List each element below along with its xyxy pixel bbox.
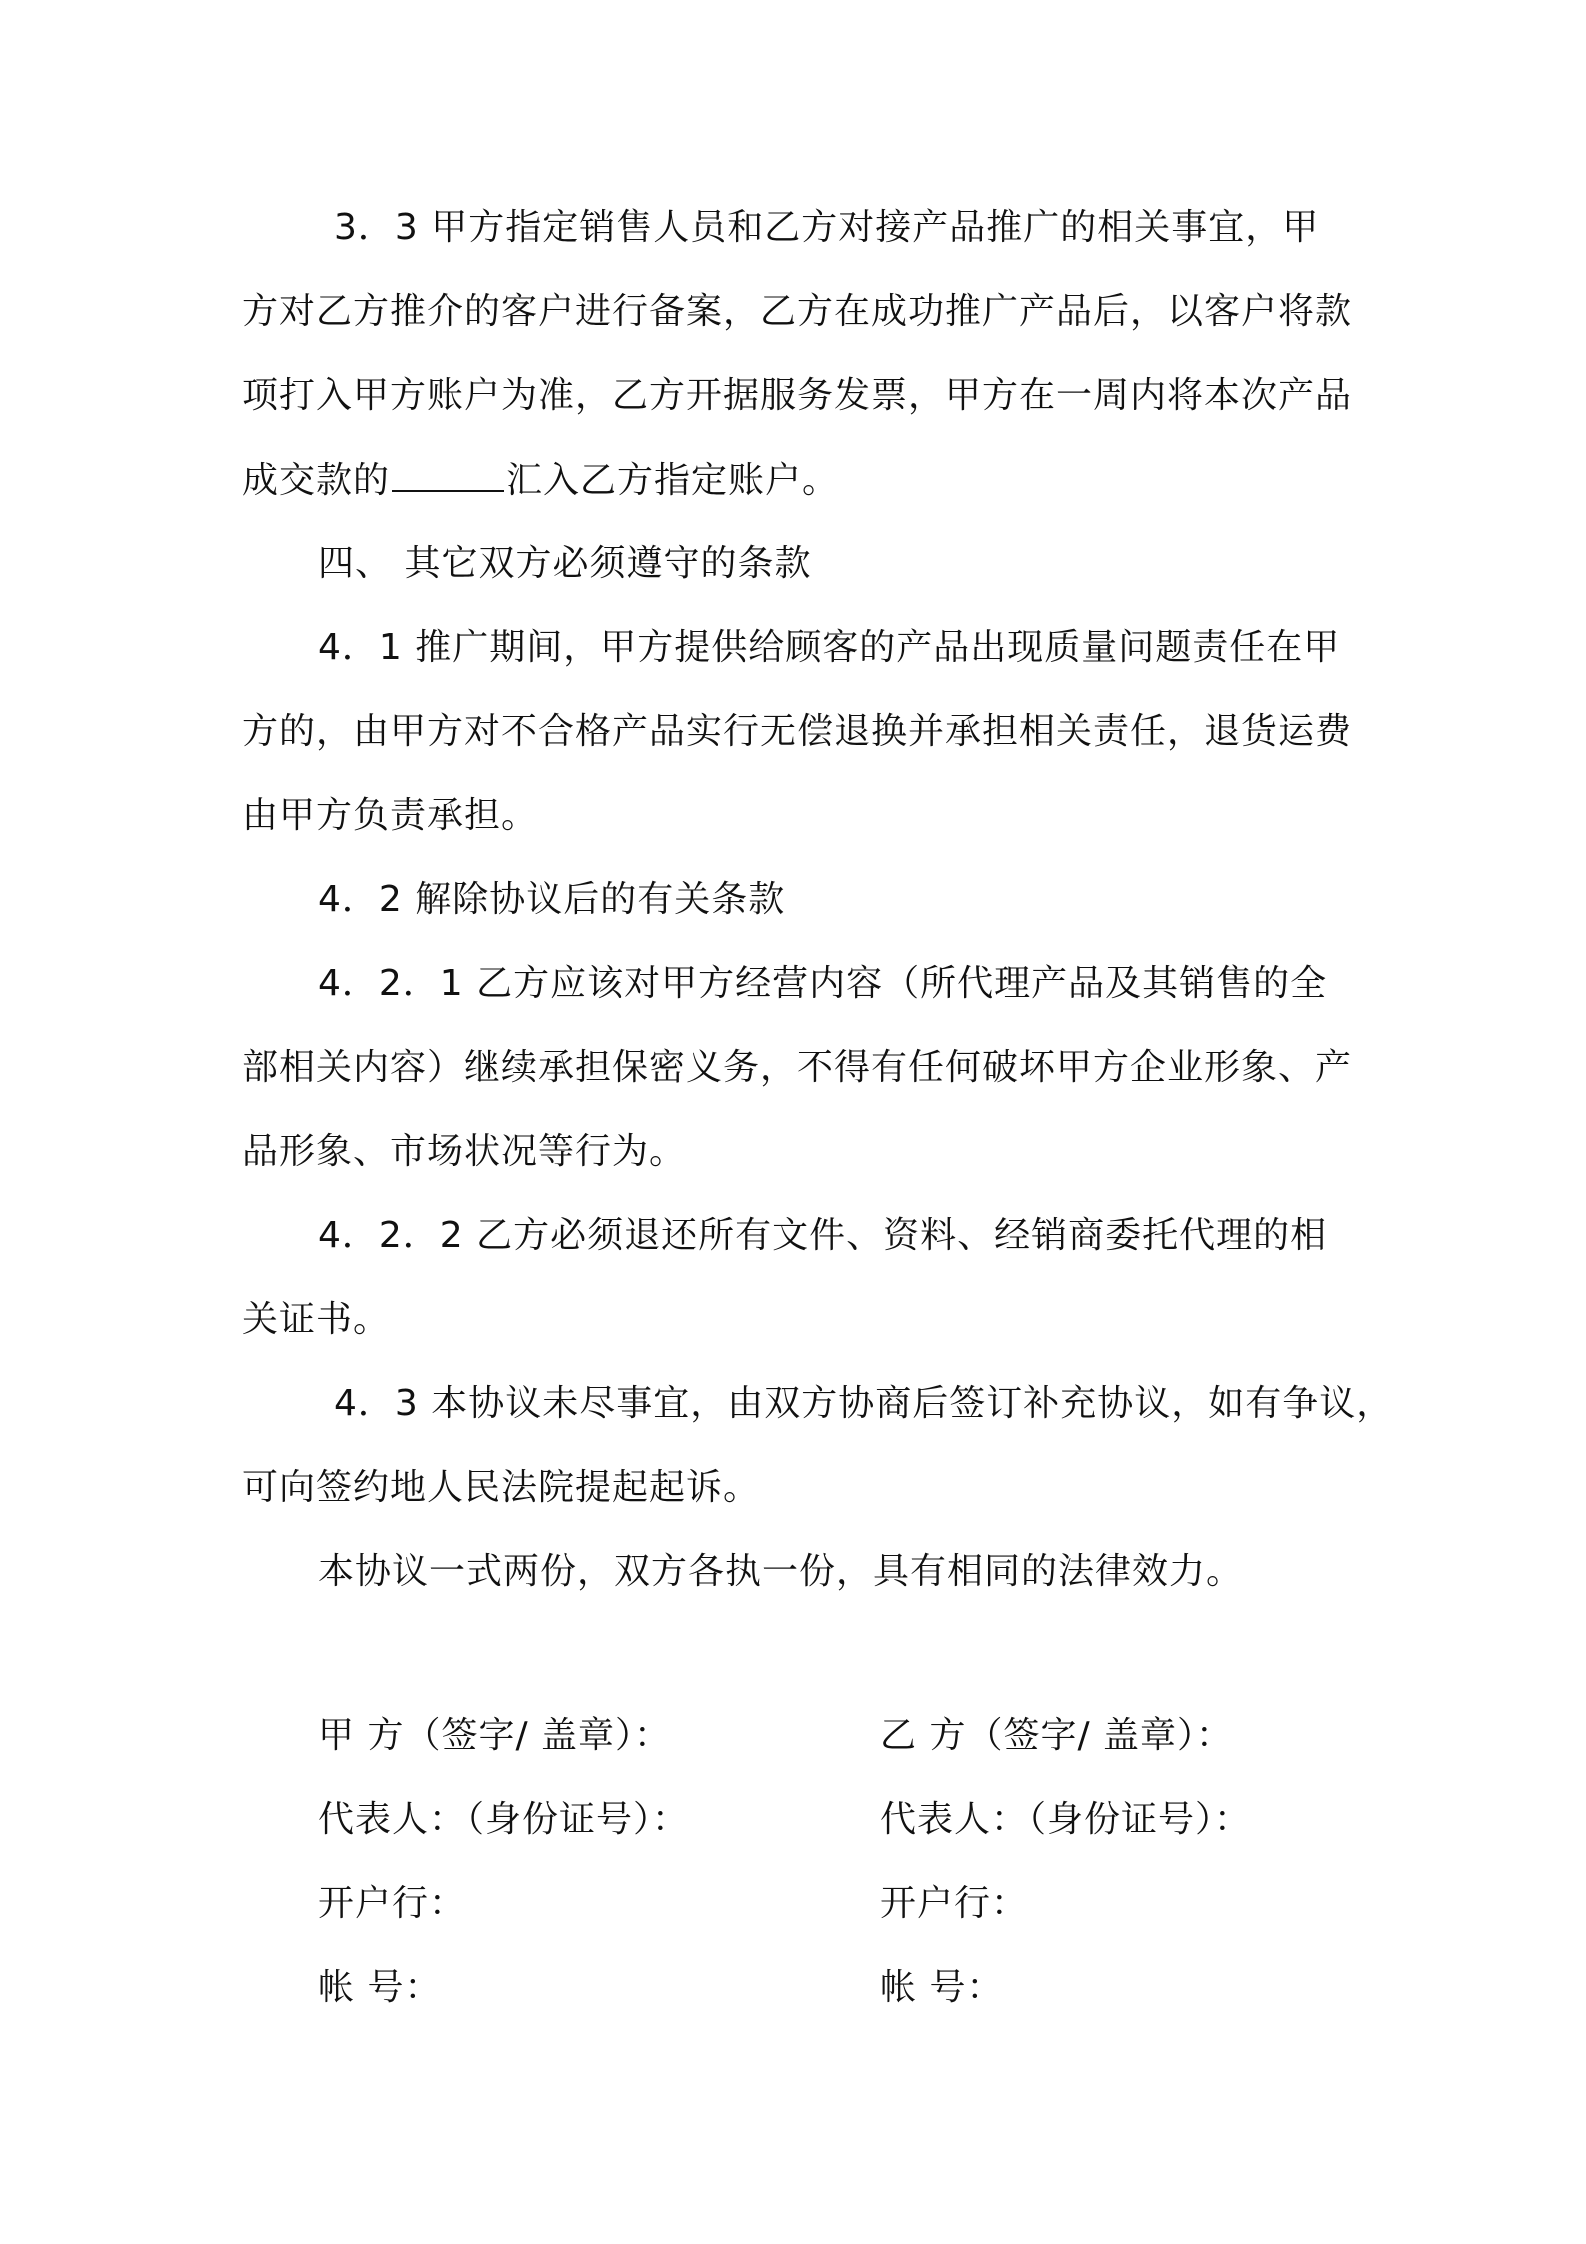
party-b-representative-label: 代表人：（身份证号）： — [880, 1799, 1252, 1840]
party-b-bank-label: 开户行： — [880, 1883, 1029, 1924]
clause-4-2-1-line-2: 部相关内容）继续承担保密义务，不得有任何破坏甲方企业形象、产 — [242, 1047, 1353, 1088]
clause-3-3-line-4 — [242, 456, 839, 505]
clause-3-3-line-2: 方对乙方推介的客户进行备案，乙方在成功推广产品后，以客户将款 — [242, 291, 1353, 332]
clause-4-2-1-line-1: 4．2．1 乙方应该对甲方经营内容（所代理产品及其销售的全 — [318, 963, 1328, 1004]
party-a-representative-label: 代表人：（身份证号）： — [318, 1799, 690, 1840]
section-4-heading: 四、 其它双方必须遵守的条款 — [318, 543, 812, 584]
amount-blank — [392, 456, 504, 492]
clause-4-1-line-1: 4．1 推广期间，甲方提供给顾客的产品出现质量问题责任在甲 — [318, 627, 1341, 668]
clause-4-2: 4．2 解除协议后的有关条款 — [318, 879, 786, 920]
clause-3-3-line-4-before: 成交款的 — [242, 460, 391, 501]
party-a-account-label: 帐 号： — [318, 1967, 442, 2008]
clause-4-3-line-1: 4．3 本协议未尽事宜，由双方协商后签订补充协议，如有争议， — [334, 1383, 1394, 1424]
party-a-bank-label: 开户行： — [318, 1883, 467, 1924]
clause-3-3-line-4-after: 汇入乙方指定账户。 — [506, 460, 840, 501]
party-a-signature-label: 甲 方（签字/ 盖章）： — [318, 1715, 672, 1756]
clause-3-3-line-3: 项打入甲方账户为准，乙方开据服务发票，甲方在一周内将本次产品 — [242, 375, 1353, 416]
clause-3-3-line-1: 3．3 甲方指定销售人员和乙方对接产品推广的相关事宜，甲 — [334, 207, 1320, 248]
clause-4-2-2-line-2: 关证书。 — [242, 1299, 391, 1340]
closing-statement: 本协议一式两份，双方各执一份，具有相同的法律效力。 — [318, 1551, 1244, 1592]
clause-4-2-2-line-1: 4．2．2 乙方必须退还所有文件、资料、经销商委托代理的相 — [318, 1215, 1328, 1256]
clause-4-2-1-line-3: 品形象、市场状况等行为。 — [242, 1131, 687, 1172]
clause-4-3-line-2: 可向签约地人民法院提起起诉。 — [242, 1467, 761, 1508]
clause-4-1-line-3: 由甲方负责承担。 — [242, 795, 539, 836]
clause-4-1-line-2: 方的，由甲方对不合格产品实行无偿退换并承担相关责任，退货运费 — [242, 711, 1353, 752]
party-b-signature-label: 乙 方（签字/ 盖章）： — [880, 1715, 1234, 1756]
party-b-account-label: 帐 号： — [880, 1967, 1004, 2008]
